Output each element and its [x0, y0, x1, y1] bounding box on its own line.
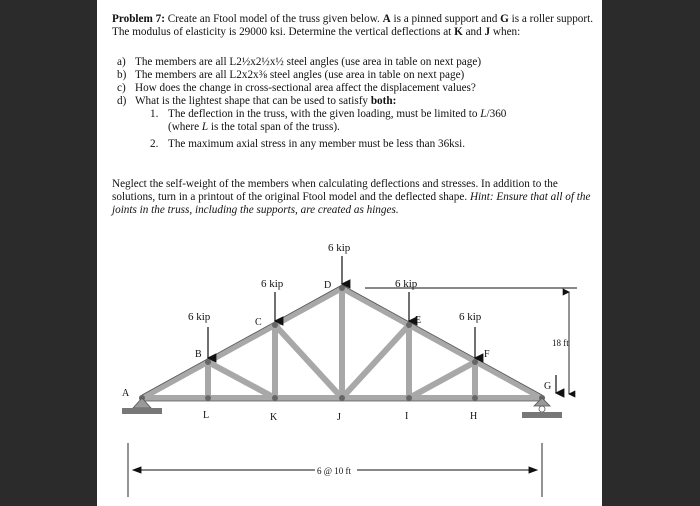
load-label-b: 6 kip: [188, 311, 211, 323]
sub-item: 1. The deflection in the truss, with the given loading, must be limited to L/360 (where L is the total span of the truss).: [150, 108, 507, 133]
problem-intro: Problem 7: Create an Ftool model of the truss given below. A is a pinned support and G is a roller support. The modulus of elasticity is 29000 ksi. Determine the vertical deflections at K and J when:: [112, 13, 594, 38]
problem-label: Problem 7:: [112, 13, 165, 25]
load-label-e: 6 kip: [395, 278, 418, 290]
question-item: d) What is the lightest shape that can be used to satisfy both:: [117, 95, 397, 107]
svg-text:K: K: [270, 412, 278, 423]
svg-text:L: L: [203, 410, 210, 421]
svg-text:D: D: [324, 280, 332, 291]
svg-text:G: G: [544, 381, 552, 392]
load-label-c: 6 kip: [261, 278, 284, 290]
truss-diagram: [97, 0, 602, 506]
question-item: c) How does the change in cross-sectional area affect the displacement values?: [117, 82, 476, 94]
svg-text:I: I: [405, 411, 409, 422]
load-label-f: 6 kip: [459, 311, 482, 323]
svg-text:H: H: [470, 411, 478, 422]
question-item: a) The members are all L2½x2½x½ steel angles (use area in table on next page): [117, 56, 482, 68]
span-label: 6 @ 10 ft: [317, 466, 352, 476]
sub-item: 2. The maximum axial stress in any member must be less than 36ksi.: [150, 138, 466, 150]
svg-text:J: J: [337, 412, 341, 423]
svg-text:A: A: [122, 388, 130, 399]
node-labels: [122, 280, 551, 423]
truss-members: [142, 288, 542, 398]
svg-text:C: C: [255, 317, 262, 328]
height-label: 18 ft: [552, 338, 569, 348]
svg-text:F: F: [484, 349, 490, 360]
document-page: [97, 0, 602, 506]
load-labels: [188, 242, 482, 323]
notes-paragraph: Neglect the self-weight of the members when calculating deflections and stresses. In addition to the solutions, turn in a printout of the original Ftool model and the deflected shape. Hint: Ensure that all of the joints in the truss, including the supports, are created as hinges.: [112, 178, 591, 216]
svg-text:E: E: [415, 315, 422, 326]
load-label-d: 6 kip: [328, 242, 351, 254]
question-item: b) The members are all L2x2x⅜ steel angles (use area in table on next page): [117, 69, 465, 81]
svg-text:B: B: [195, 349, 202, 360]
